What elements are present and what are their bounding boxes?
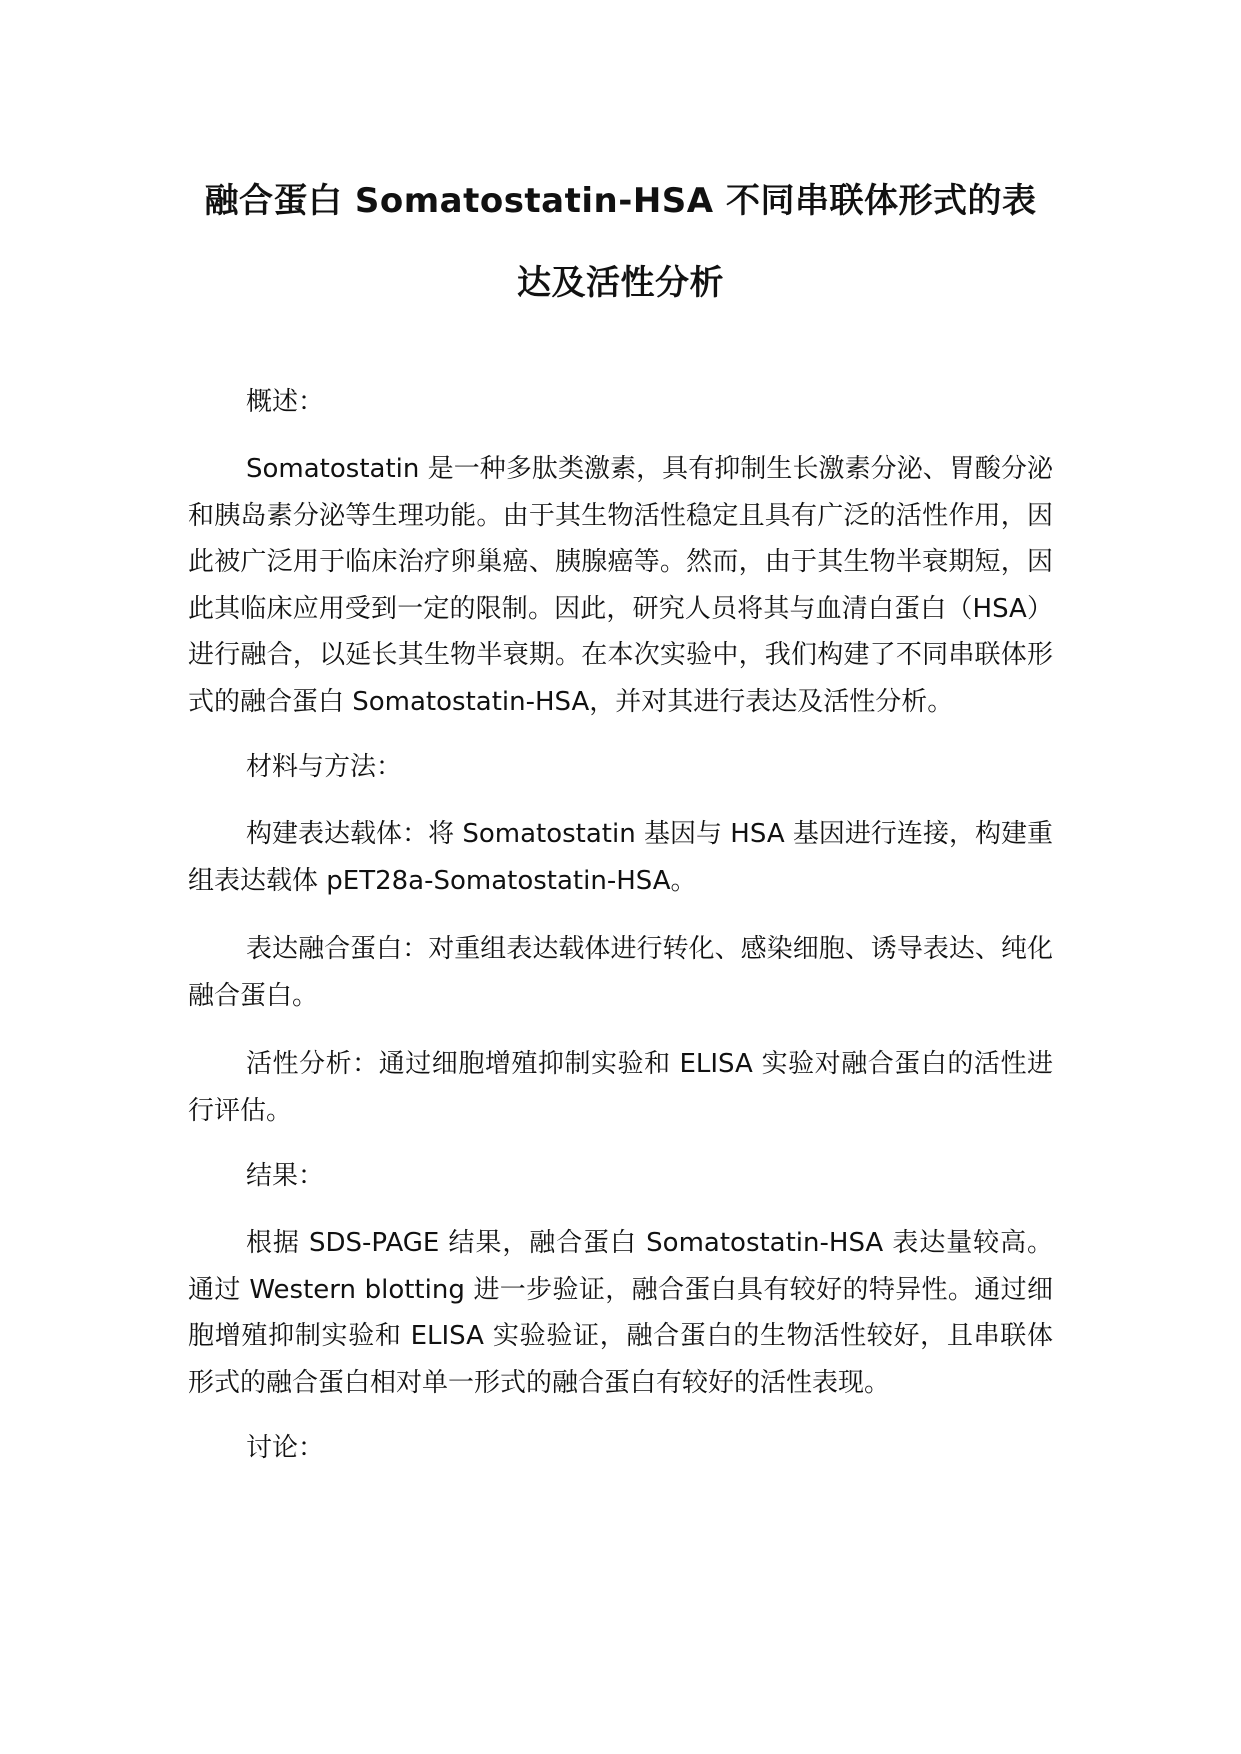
results-paragraph: 根据 SDS-PAGE 结果，融合蛋白 Somatostatin-HSA 表达量较高。通过 Western blotting 进一步验证，融合蛋白具有较好的特异性。通过细胞增殖抑制实验和 ELISA 实验验证，融合蛋白的生物活性较好，且串联体形式的融合蛋白相对单一形式的融合蛋白有较好的活性表现。: [188, 1228, 1053, 1398]
title-line-2: 达及活性分析: [517, 263, 724, 303]
methods-heading: 材料与方法：: [246, 752, 403, 782]
method-activity-analysis: 活性分析：通过细胞增殖抑制实验和 ELISA 实验对融合蛋白的活性进行评估。: [188, 1049, 1053, 1126]
spacer: [188, 1019, 1053, 1041]
overview-paragraph: Somatostatin 是一种多肽类激素，具有抑制生长激素分泌、胃酸分泌和胰岛素分泌等生理功能。由于其生物活性稳定且具有广泛的活性作用，因此被广泛用于临床治疗卵巢癌、胰腺癌等。然而，由于其生物半衰期短，因此其临床应用受到一定的限制。因此，研究人员将其与血清白蛋白（HSA）进行融合，以延长其生物半衰期。在本次实验中，我们构建了不同串联体形式的融合蛋白 Somatostatin-HSA，并对其进行表达及活性分析。: [188, 454, 1053, 717]
spacer: [188, 725, 1053, 747]
spacer: [188, 1196, 1053, 1220]
discussion-heading: 讨论：: [246, 1433, 325, 1463]
results-heading: 结果：: [246, 1161, 325, 1191]
spacer: [188, 904, 1053, 926]
spacer: [188, 422, 1053, 446]
spacer: [188, 1406, 1053, 1428]
spacer: [188, 787, 1053, 811]
title-line-1: 融合蛋白 Somatostatin-HSA 不同串联体形式的表: [204, 181, 1037, 221]
method-protein-expression: 表达融合蛋白：对重组表达载体进行转化、感染细胞、诱导表达、纯化融合蛋白。: [188, 934, 1053, 1011]
method-vector-construction: 构建表达载体：将 Somatostatin 基因与 HSA 基因进行连接，构建重组表达载体 pET28a-Somatostatin-HSA。: [188, 819, 1053, 896]
document-title: [188, 160, 1053, 324]
overview-heading: 概述：: [246, 387, 325, 417]
spacer: [188, 324, 1053, 382]
spacer: [188, 1134, 1053, 1156]
